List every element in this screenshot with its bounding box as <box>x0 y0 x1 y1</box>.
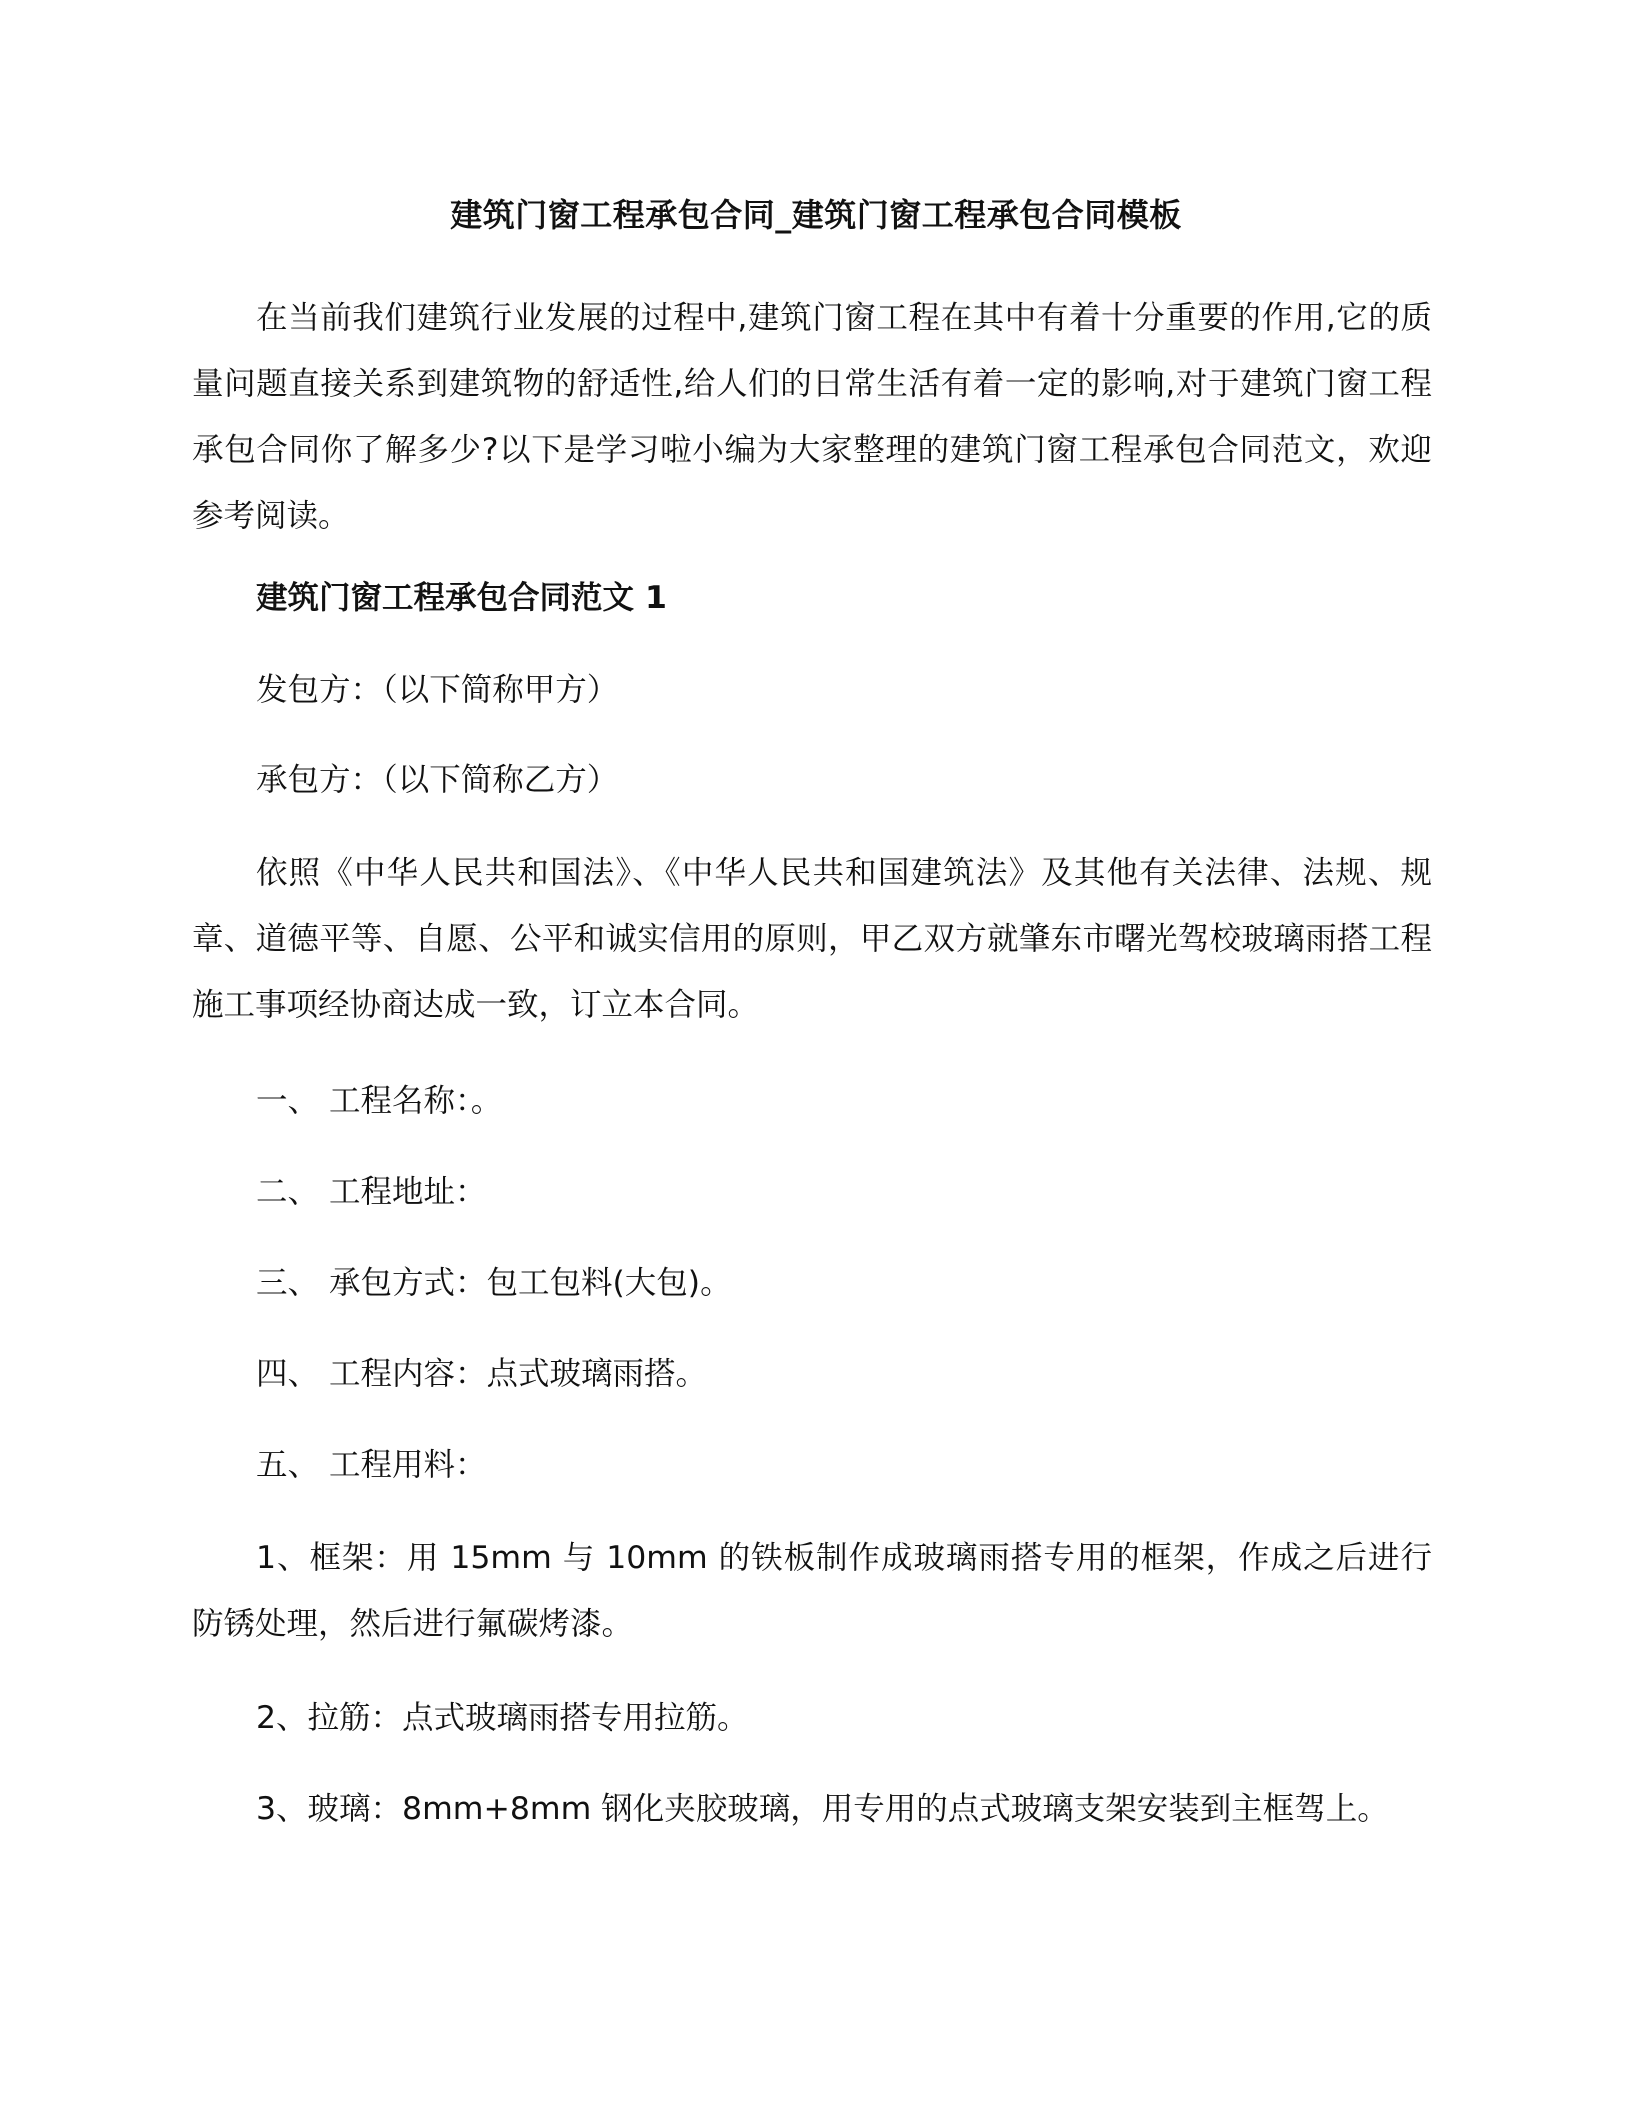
material-tie-bar-line: 2、拉筋：点式玻璃雨搭专用拉筋。 <box>256 1700 749 1736</box>
material-frame-paragraph: 1、框架：用 15mm 与 10mm 的铁板制作成玻璃雨搭专用的框架，作成之后进行防锈处理，然后进行氟碳烤漆。 <box>192 1540 1432 1642</box>
basis-paragraph: 依照《中华人民共和国法》、《中华人民共和国建筑法》及其他有关法律、法规、规章、道德平等、自愿、公平和诚实信用的原则，甲乙双方就肇东市曙光驾校玻璃雨搭工程施工事项经协商达成一致，订立本合同。 <box>192 855 1432 1023</box>
party-b-line: 承包方：（以下简称乙方） <box>256 762 619 798</box>
party-a-line: 发包方：（以下简称甲方） <box>256 672 619 708</box>
section-heading: 建筑门窗工程承包合同范文 1 <box>256 580 667 616</box>
clause-project-address: 二、 工程地址： <box>256 1174 487 1210</box>
intro-paragraph: 在当前我们建筑行业发展的过程中,建筑门窗工程在其中有着十分重要的作用,它的质量问题直接关系到建筑物的舒适性,给人们的日常生活有着一定的影响,对于建筑门窗工程承包合同你了解多少?以下是学习啦小编为大家整理的建筑门窗工程承包合同范文，欢迎参考阅读。 <box>192 300 1432 534</box>
clause-materials: 五、 工程用料： <box>256 1447 487 1483</box>
material-glass-line: 3、玻璃：8mm+8mm 钢化夹胶玻璃，用专用的点式玻璃支架安装到主框驾上。 <box>256 1791 1389 1827</box>
document-title: 建筑门窗工程承包合同_建筑门窗工程承包合同模板 <box>450 196 1182 234</box>
clause-project-name: 一、 工程名称：。 <box>256 1083 503 1119</box>
clause-contract-method: 三、 承包方式：包工包料(大包)。 <box>256 1265 732 1301</box>
clause-project-content: 四、 工程内容：点式玻璃雨搭。 <box>256 1356 708 1392</box>
